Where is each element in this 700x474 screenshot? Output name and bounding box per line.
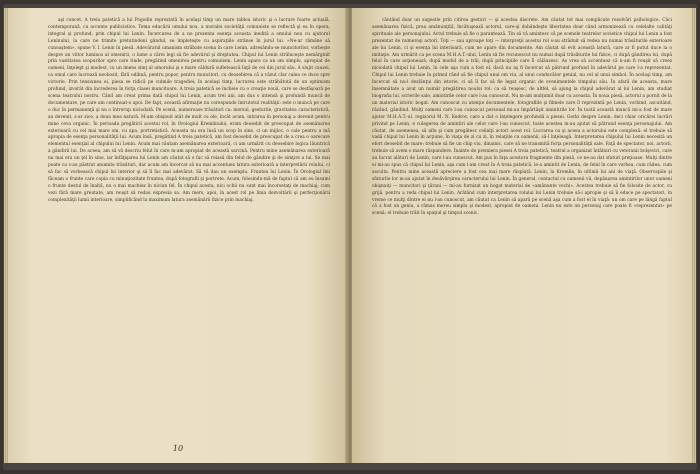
right-page-body: cântând doar un sugestie prin citirea gesturi — şi acestea discrete. Am căutat tot mai complicate rezolvări psihologice. Căci asemănarea fizică, prea amănunţită, încătuşează actorul, care-şi dobândeşte libertatea doar când armonizează cu celelalte calităţi spirituale ale personajului. Actul trebuie să fie o parantează. Tin să vă amintesc că pe scenele teatrelor sovietice chipul lui Lenin a fost prezentat de numeroşi actori. Toţi — sau aproape toţi — interpreţii acestui rol s-au străduit să redea nu numai trăsăturile exterioare ale lui Lenin, ci şi esenţa lui interioară, cum ne apare din documente. Am căutat să evit această latură, care ar fi putut duce la o imitaţie. Am urmărit ca pe scena M.H.A.T.-ului, Lenin să fie recunoscut nu numai după trăsăturile lui fizice, ci după gândirea lui, după felul în care acţionează, după modul de a trăi, după principiile care îl călăuzesc. As vrea să accentuez că n-am fi reuşit să creez niciodată chipul lui Lenin, în cele aşa cum a fost el, dacă nu aş fi încercat să pătrund profund în adevărul pe care l-a reprezentat. Chipul lui Lenin trebuie în primul rând să fie chipul unui om viu, al unui conducător genial, nu cel al unui simbol. În acelaşi timp, am încercat să nu-l dezlănţui din istorie, ci să îl fac să fie legat organic de evenimentele timpului său. În afară de aceasta, mare însemnătate a avut un număr pregătirea noului rol: ca să reuşesc, de altfel, să ajung la chipul adevărat al lui Lenin, am studiat biografia lui, scrierile sale, amintirile celor care l-au cunoscut. Nu m-am mulţumit doar cu aceasta. În noua piesă, actorul a pornit de la un material istoric bogat. Am cunoscut cu atenţie documentele, fotografiile şi filmele care îl reprezintă pe Lenin, vorbind, ascultând, râzând, gândind. Mulţi oameni care l-au cunoscut personal mi-au împărtăşit amintirile lor. În toată această muncă mi-a fost de mare ajutor M.H.A.T.-ul, regizorul M. N. Kedrov, care a dat o înţelegere profundă a piesei. Gorki despre Lenin, deci chiar oricărei lucrări privind pe Lenin, e culegerea de amintiri ale celor care l-au cunoscut, toate acestea m-au ajutat să pătrund esenţa personajului. Am căutat, de asemenea, să aflu şi cum pregătesc ceilalţi actori acest rol. Lucrarea ca şi aceea a actorului este complexă: el trebuie să vadă chipul lui Lenin în acţiune, în viaţa de zi cu zi, în relaţiile cu oamenii, să-l înţeleagă. Interpretarea chipului lui Lenin necesită un efort deosebit de mare: trebuie să fie un chip viu, dinamic, care să ne transmită forţa personalităţii sale. Faţă de spectator, noi, actorii, trebuie să avem o mare răspundere. Înainte de premiera piesei A treia pateticǎ, teatrul a organizat întâlniri cu veteranii bolşevici, care au lucrat alături de Lenin, care l-au cunoscut. Am pus în faţa acestora fragmente din piesă, ce ne-au dat sfaturi preţioase. Mulţi dintre ei mi-au spus că chipul lui Lenin, aşa cum l-am creat în A treia pateticǎ, le-a amintit de Lenin, de felul în care vorbea, cum râdea, cum asculta. Pentru mine această apreciere a fost cea mai mare răsplată. Lenin, la Kremlin, în ultimii lui ani de viaţă. Observaţiile şi sfaturile lor m-au ajutat în desăvârşirea caracterului lui Lenin. În general, contactul cu oamenii vii, depănarea amintirilor unor oameni obişnuiţi — muncitori şi ţărani — mi-au furnizat un bogat material de «amănunte vechi». Acestea trebuie să fie folosite de actor, cu grijă, pentru a reda chipul lui Lenin. Arătând cum interpretarea rolului lui Lenin trebuie să-i apropie şi să îi educe pe spectatori, în vreme ce mulţi dintre ei nu l-au cunoscut, am căutat ca Lenin să apară pe scenă aşa cum a fost el în viaţă: un om care pe lângă faptul că a fost un geniu, a rămas mereu simplu şi modest, apropiat de oameni. Lenin nu este un personaj care poate fi «reprezentat» pe scenă; el trebuie trăit în spaţiul şi timpul scenic. — [372, 18, 672, 217]
page-number: 10 — [172, 444, 184, 453]
left-page-text — [48, 18, 330, 204]
left-page — [8, 8, 348, 463]
right-page-text — [372, 18, 672, 218]
right-page — [352, 8, 692, 463]
left-page-body: aşi concet. A treia pateticǎ a lui Pogodin reprezintǎ în acelaşi timp un mare tablou istoric şi o lucrare foarte actualǎ, contemporanǎ, cu accente publicistice. Tema educării omului nou, a moralei societăţii comuniste se reflectǎ şi ea în opera, integral şi profund, prin chipul lui Lenin. Încercarea de a ne prezenta esenţa aceasta inedită a omului nou cu ajutorul Leninului, la care ne trimite pretutindeni gândul, se împleteşte cu aspiraţiile strânse în jurul lui. «Ne-ar rămâne să cunoaştem», spune V. I. Lenin în piesă. Adevăratul umanism străbate scena în care Lenin, adresându-se muncitorilor, vorbeşte despre un viitor luminos al omenirii, o lume a cărei legi să fie adevărul şi dreptatea. Chipul lui Lenin străluceşte nemărginit prin vastitatea scopurilor spre care tinde, pregătind omenirea pentru comunism. Lenin apare ca un om simplu, apropiat de oameni, înţelept şi modest, cu un imens simţ al umorului şi o mare căldură sufletească faţă de cei din jurul său. A slujit cauzei, ca omul care lucrează neobosit, fără odihnă, pentru popor, pentru muncitori, cu deosebirea că a văzut clar calea ce duce spre victorie. Prin tensiunea ei, piesa se ridică pe culmile tragediei; în acelaşi timp, lucrarea este străbătută de un optimism profund, izvorât din încrederea în forţa clasei muncitoare. A treia pateticǎ se încheie cu o creaţie nouă, care se desfăşoară pe scena teatrului nostru. Când am creat prima dată chipul lui Lenin, acum trei ani, am dus o intensă şi profundă muncă de documentare, pe care am continuat-o apoi. De fapt, această afirmaţie nu corespunde întrutotul realităţii: este o muncă pe care o duc în permanenţă şi nu o întrerup niciodată. Pe scenă, numeroase trăsături ca: mersul, gesturile, gravitatea caracteristică, au devenit, s-ar zice, a doua mea natură. M-am obişnuit atât de mult cu ele, încât acum, intrarea în personaj a devenit pentru mine ceva organic. În perioada pregătirii acestui rol, în Orologiul Kremlinului, eram deosebit de preocupat de asemănarea exterioară cu cel mai mare om, cu apa, portretistică. Aceasta nu era însă un scop în sine, ci un mijloc, o cale pentru a mă apropia de esenţa personalităţii lui. Acum însă, pregătind A treia pateticǎ, am fost deosebit de preocupat de a crea o oarecare elementul esenţial al chipului lui Lenin. Acum mai căutam asemănarea exterioară, ci am urmărit cu deosebire logica lăuntrică a gândirii lui. De aceea, am să vă descriu felul în care m-am apropiat de această sarcină. Pentru mine asemănarea exterioară nu mai era un ţel în sine, iar înfăţişarea lui Lenin am căutat să o fac să reiasă din felul de gândire şi de simţire a lui. Se mai poate ca s-au păstrat anumite trăsături, dar acum am încercat să nu mai accentuez latura exterioară a interpretării rolului, ci să fac să vorbească chipul lui interior şi să îl fac mai adevărat. Să vă dau un exemplu. Fruntea lui Lenin. În Orologiul îmi fǎceam o frunte care copia cu minuţiozitate fruntea, după fotografii şi portrete. Acum, folosindu-mă de faptul că am eu însumi o frunte destul de înaltă, nu o mai machiez în niciun fel. În chipul acesta, nici ochii nu sunt mai încorsetaţi de machiaj; cum vezi fără mare greutate, am reuşit să redau expresia sa. Am mers, apoi, în acest rol pe linia dezvoltării şi perfecţionării complexităţii lumii interioare, simplificând la maximum latura asemănării fizice prin machiaj. — [48, 18, 330, 203]
